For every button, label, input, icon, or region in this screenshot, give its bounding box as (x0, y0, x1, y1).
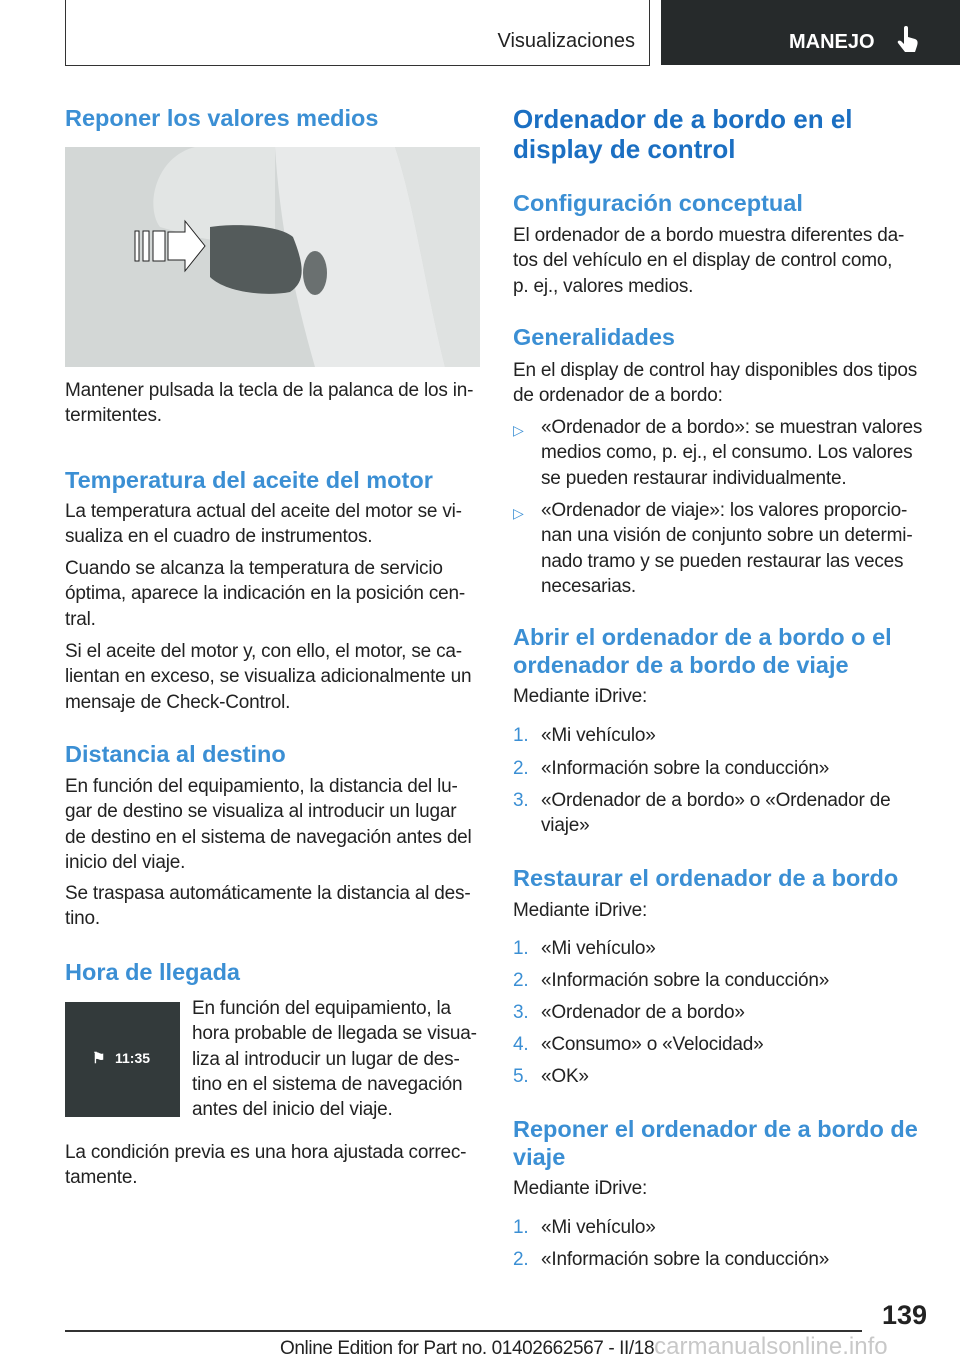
list-item: ▷ «Ordenador de viaje»: los valores proporcio- nan una visión de conjunto sobre un determi- nado tramo y se pueden restaurar las veces necesarias. (513, 500, 913, 597)
heading-general: Generalidades (513, 324, 675, 350)
page-title: Ordenador de a bordo en el display de control (513, 104, 853, 164)
heading-reset-trip-computer: Reponer el ordenador de a bordo de viaje (513, 1116, 918, 1170)
list-item: ▷ «Ordenador de a bordo»: se muestran valores medios como, p. ej., el consumo. Los valores se pueden restaurar individualmente. (513, 417, 923, 489)
list-item: 3. «Ordenador de a bordo» (513, 1002, 745, 1023)
footer-divider (65, 1330, 862, 1332)
paragraph: La condición previa es una hora ajustada correc- tamente. (65, 1142, 467, 1189)
hand-pointer-icon (895, 26, 921, 54)
paragraph: En el display de control hay disponibles dos tipos de ordenador de a bordo: (513, 360, 918, 407)
list-item: 1. «Mi vehículo» (513, 938, 656, 959)
paragraph: Mediante iDrive: (513, 900, 648, 921)
paragraph: La temperatura actual del aceite del motor se vi- sualiza en el cuadro de instrumentos. (65, 501, 462, 548)
paragraph: Mediante iDrive: (513, 686, 648, 707)
list-item: 2. «Información sobre la conducción» (513, 758, 830, 779)
paragraph: Cuando se alcanza la temperatura de servicio óptima, aparece la indicación en la posición cen- tral. (65, 558, 465, 630)
heading-reset-averages: Reponer los valores medios (65, 105, 379, 131)
watermark: carmanualsonline.info (654, 1333, 888, 1360)
paragraph: Se traspasa automáticamente la distancia al des- tino. (65, 883, 471, 930)
paragraph: El ordenador de a bordo muestra diferentes da- tos del vehículo en el display de control como, p. ej., valores medios. (513, 225, 905, 297)
list-item: 4. «Consumo» o «Velocidad» (513, 1034, 764, 1055)
list-item: 1. «Mi vehículo» (513, 1217, 656, 1238)
turn-signal-lever-illustration (65, 147, 480, 367)
chapter-label: MANEJO (789, 31, 875, 53)
paragraph: Mantener pulsada la tecla de la palanca de los in- termitentes. (65, 380, 474, 427)
paragraph: En función del equipamiento, la hora probable de llegada se visua- liza al introducir un lugar de des- tino en el sistema de navegación antes del inicio del viaje. (192, 998, 477, 1121)
checkered-flag-icon: ⚑ (92, 1050, 106, 1067)
heading-distance: Distancia al destino (65, 741, 286, 767)
heading-oil-temperature: Temperatura del aceite del motor (65, 467, 433, 493)
list-item: 1. «Mi vehículo» (513, 725, 656, 746)
list-item: 3. «Ordenador de a bordo» o «Ordenador de viaje» (513, 790, 891, 837)
arrival-time-value: 11:35 (115, 1050, 151, 1066)
paragraph: Si el aceite del motor y, con ello, el motor, se ca- lientan en exceso, se visualiza adicionalmente un mensaje de Check-Control. (65, 641, 472, 713)
section-title: Visualizaciones (497, 30, 635, 52)
heading-concept: Configuración conceptual (513, 190, 803, 216)
list-item: 2. «Información sobre la conducción» (513, 1249, 830, 1270)
footer-edition: Online Edition for Part no. 01402662567 - II/18carmanualsonline.info (280, 1333, 888, 1360)
paragraph: Mediante iDrive: (513, 1178, 648, 1199)
heading-open-computer: Abrir el ordenador de a bordo o el ordenador de a bordo de viaje (513, 624, 892, 678)
arrival-time-display (65, 1002, 180, 1117)
page-number: 139 (881, 1300, 927, 1330)
list-item: 5. «OK» (513, 1066, 589, 1087)
heading-arrival-time: Hora de llegada (65, 959, 240, 985)
heading-reset-computer: Restaurar el ordenador de a bordo (513, 865, 899, 891)
chapter-tab (661, 0, 960, 65)
paragraph: En función del equipamiento, la distancia del lu- gar de destino se visualiza al introducir un lugar de destino en el sistema de navegación antes del inicio del viaje. (65, 776, 472, 873)
list-item: 2. «Información sobre la conducción» (513, 970, 830, 991)
